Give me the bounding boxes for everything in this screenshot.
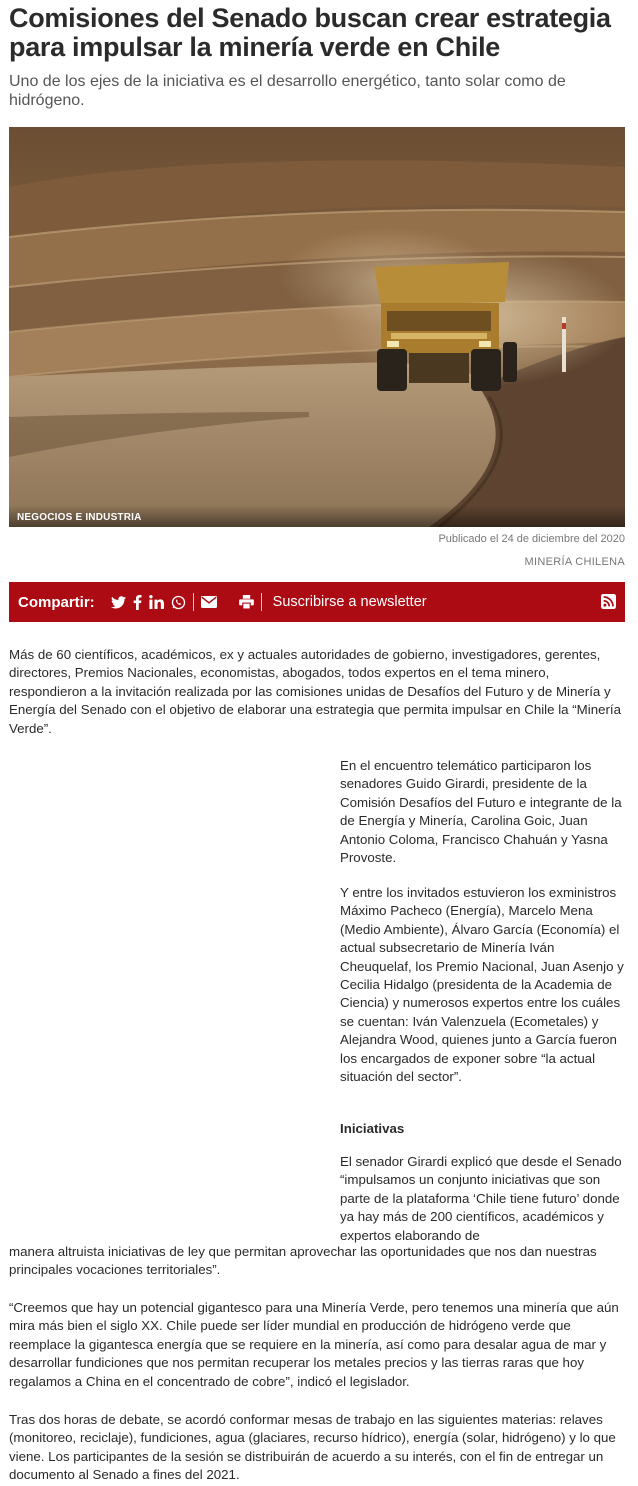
newsletter-link[interactable]: Suscribirse a newsletter xyxy=(272,594,427,610)
body-paragraph: Tras dos horas de debate, se acordó conformar mesas de trabajo en las siguientes materias: relaves (monitoreo, reciclaje), fundiciones, agua (glaciares, recurso hídrico), energía (solar, hidrógeno) y lo que viene. Los participantes de la sesión se distribuirán de acuerdo a su interés, con el fin de entregar un documento al Senado a fines del 2021. xyxy=(9,1412,616,1483)
whatsapp-icon[interactable] xyxy=(171,595,186,610)
print-icon[interactable] xyxy=(239,595,254,609)
twitter-icon[interactable] xyxy=(111,596,126,609)
share-icons xyxy=(111,595,186,610)
article-headline: Comisiones del Senado buscan crear estrategia para impulsar la minería verde en Chile xyxy=(9,3,611,62)
image-caption-bar xyxy=(9,505,625,527)
section-heading: Iniciativas xyxy=(340,1121,405,1136)
facebook-icon[interactable] xyxy=(133,595,142,610)
mining-truck-photo xyxy=(9,127,625,527)
rss-icon[interactable] xyxy=(601,594,616,614)
email-icon[interactable] xyxy=(201,596,217,608)
body-paragraph: manera altruista iniciativas de ley que permitan aprovechar las oportunidades que nos dan nuestras principales vocaciones territoriales”. xyxy=(9,1244,597,1278)
publish-date: Publicado el 24 de diciembre del 2020 xyxy=(438,533,625,545)
share-label: Compartir: xyxy=(18,593,95,611)
hero-image xyxy=(9,127,625,527)
separator xyxy=(261,593,262,611)
share-bar xyxy=(9,582,625,622)
body-paragraph: Y entre los invitados estuvieron los exministros Máximo Pacheco (Energía), Marcelo Mena (Medio Ambiente), Álvaro García (Economía) el actual subsecretario de Minería Iván Cheuquelaf, los Premio Nacional, Juan Asenjo y Cecilia Hidalgo (presidenta de la Academia de Ciencia) y numerosos expertos entre los cuáles se cuentan: Iván Valenzuela (Ecometales) y Alejandra Wood, quienes junto a García fueron los encargados de exponer sobre “la actual situación del sector”. xyxy=(340,885,624,1085)
body-paragraph: “Creemos que hay un potencial gigantesco para una Minería Verde, pero tenemos una minería que aún mira más bien el siglo XX. Chile puede ser líder mundial en producción de hidrógeno verde que reemplace la gigantesca energía que se requiere en la minería, así como para desalar agua de mar y desarrollar fundiciones que nos permitan recuperar los metales precios y las tierras raras que hoy regalamos a China en el concentrado de cobre”, indicó el legislador. xyxy=(9,1300,619,1389)
article-subheadline: Uno de los ejes de la iniciativa es el desarrollo energético, tanto solar como de hidrógeno. xyxy=(9,73,566,109)
separator xyxy=(193,593,194,611)
image-category[interactable]: NEGOCIOS E INDUSTRIA xyxy=(17,512,142,523)
utility-icons xyxy=(201,595,254,609)
article-source[interactable]: MINERÍA CHILENA xyxy=(524,556,625,568)
body-paragraph: Más de 60 científicos, académicos, ex y actuales autoridades de gobierno, investigadores, gerentes, directores, Premios Nacionales, economistas, abogados, todos expertos en el tema minero, respondieron a la invitación realizada por las comisiones unidas de Desafíos del Futuro y de Minería y Energía del Senado con el objetivo de elaborar una estrategia que permita impulsar en Chile la “Minería Verde”. xyxy=(9,647,622,736)
body-paragraph: El senador Girardi explicó que desde el Senado “impulsamos un conjunto iniciativas que son parte de la plataforma ‘Chile tiene futuro’ donde ya hay más de 200 científicos, académicos y expertos elaborando de xyxy=(340,1154,622,1243)
linkedin-icon[interactable] xyxy=(149,595,164,609)
body-paragraph: En el encuentro telemático participaron los senadores Guido Girardi, presidente de la Comisión Desafíos del Futuro e integrante de la de Energía y Minería, Carolina Goic, Juan Antonio Coloma, Francisco Chahuán y Yasna Provoste. xyxy=(340,758,622,866)
